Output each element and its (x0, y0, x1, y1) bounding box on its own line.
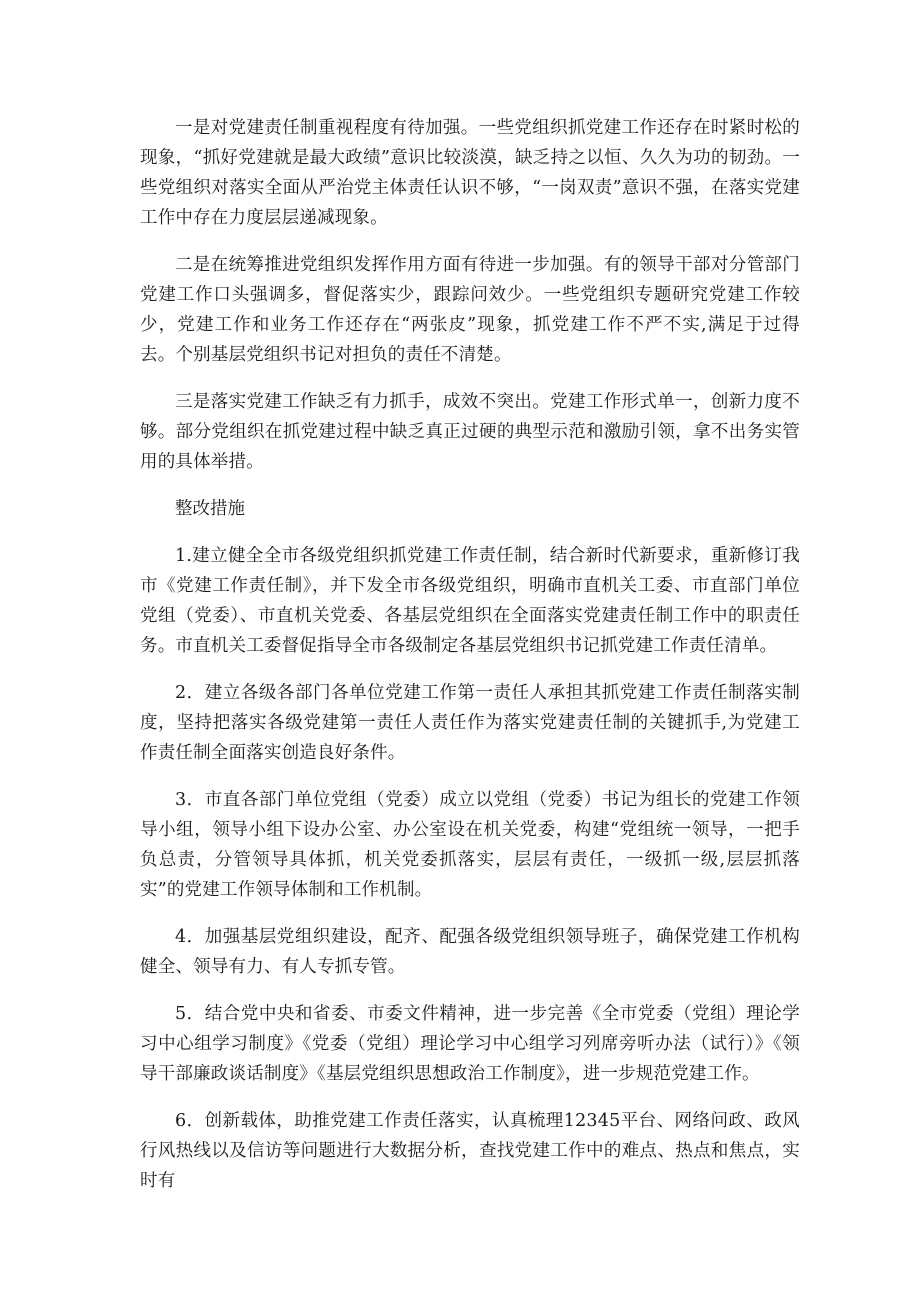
measure-paragraph-3: 3．市直各部门单位党组（党委）成立以党组（党委）书记为组长的党建工作领导小组，领导小组下设办公室、办公室设在机关党委，构建“党组统一领导，一把手负总责，分管领导具体抓，机关党委抓落实，层层有责任，一级抓一级,层层抓落实”的党建工作领导体制和工作机制。 (140, 790, 800, 900)
measure-paragraph-6: 6．创新载体，助推党建工作责任落实，认真梳理12345平台、网络问政、政风行风热线以及信访等问题进行大数据分析，查找党建工作中的难点、热点和焦点，实时有 (140, 1111, 800, 1191)
measure-paragraph-2: 2．建立各级各部门各单位党建工作第一责任人承担其抓党建工作责任制落实制度，坚持把落实各级党建第一责任人责任作为落实党建责任制的关键抓手,为党建工作责任制全面落实创造良好条件。 (140, 683, 800, 763)
document-body (140, 113, 800, 1213)
measure-paragraph-5: 5．结合党中央和省委、市委文件精神，进一步完善《全市党委（党组）理论学习中心组学习制度》《党委（党组）理论学习中心组学习列席旁听办法（试行）》《领导干部廉政谈话制度》《基层党组织思想政治工作制度》，进一步规范党建工作。 (140, 1004, 800, 1084)
measure-paragraph-1: 1.建立健全全市各级党组织抓党建工作责任制，结合新时代新要求，重新修订我市《党建工作责任制》，并下发全市各级党组织，明确市直机关工委、市直部门单位党组（党委）、市直机关党委、各基层党组织在全面落实党建责任制工作中的职责任务。市直机关工委督促指导全市各级制定各基层党组织书记抓党建工作责任清单。 (140, 546, 800, 656)
section-heading: 整改措施 (175, 499, 245, 519)
problem-paragraph-3: 三是落实党建工作缺乏有力抓手，成效不突出。党建工作形式单一，创新力度不够。部分党组织在抓党建过程中缺乏真正过硬的典型示范和激励引领，拿不出务实管用的具体举措。 (140, 392, 800, 472)
measure-paragraph-4: 4．加强基层党组织建设，配齐、配强各级党组织领导班子，确保党建工作机构健全、领导有力、有人专抓专管。 (140, 927, 800, 977)
problem-paragraph-2: 二是在统筹推进党组织发挥作用方面有待进一步加强。有的领导干部对分管部门党建工作口头强调多，督促落实少，跟踪问效少。一些党组织专题研究党建工作较少，党建工作和业务工作还存在“两张皮”现象，抓党建工作不严不实,满足于过得去。个别基层党组织书记对担负的责任不清楚。 (140, 255, 800, 365)
problem-paragraph-1: 一是对党建责任制重视程度有待加强。一些党组织抓党建工作还存在时紧时松的现象，“抓好党建就是最大政绩”意识比较淡漠，缺乏持之以恒、久久为功的韧劲。一些党组织对落实全面从严治党主体责任认识不够，“一岗双责”意识不强，在落实党建工作中存在力度层层递减现象。 (140, 118, 800, 228)
